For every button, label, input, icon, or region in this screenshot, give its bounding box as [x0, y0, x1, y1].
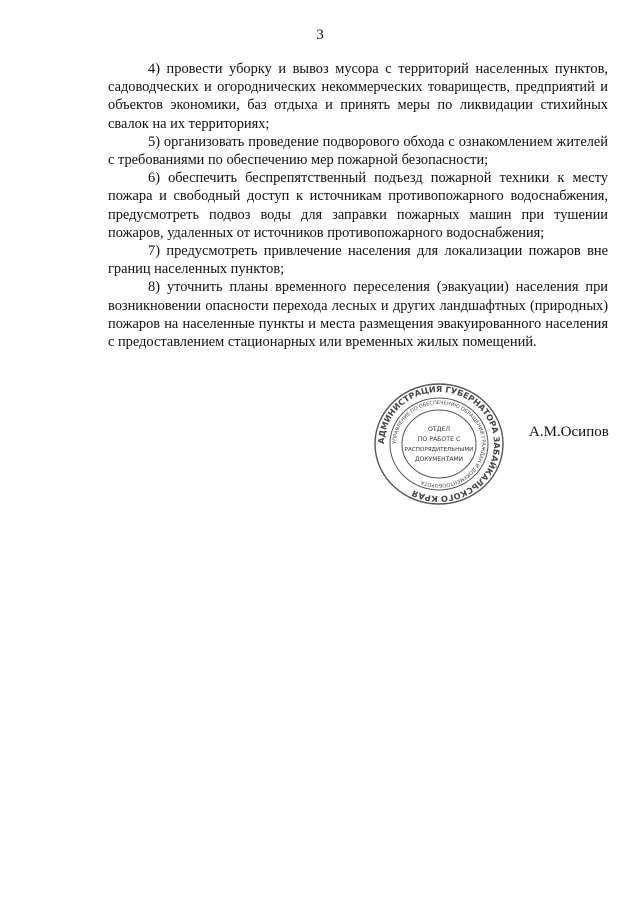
stamp-inner-ring-text: УПРАВЛЕНИЕ ПО ОБЕСПЕЧЕНИЮ ОБРАЩЕНИЙ ГРАЖДАН И ДОКУМЕНТООБОРОТА: [391, 399, 487, 489]
paragraph-item-4: 4) провести уборку и вывоз мусора с территорий населенных пунктов, садоводческих и огороднических некоммерческих товариществ, предприятий и объектов экономики, баз отдыха и принять меры по ликвидации стихийных свалок на их территориях;: [108, 61, 608, 132]
paragraph-item-7: 7) предусмотреть привлечение населения для локализации пожаров вне границ населенных пунктов;: [108, 243, 608, 278]
document-body: [108, 60, 608, 351]
stamp-center-line-1: ОТДЕЛ: [427, 426, 451, 433]
stamp-seal-icon: [371, 381, 507, 507]
stamp-outer-text: АДМИНИСТРАЦИЯ ГУБЕРНАТОРА ЗАБАЙКАЛЬСКОГО КРАЯ: [375, 383, 503, 505]
stamp-inner-circle: [402, 410, 476, 478]
paragraph-item-8: 8) уточнить планы временного переселения (эвакуации) населения при возникновении опасности перехода лесных и других ландшафтных (природных) пожаров на населенные пункты и места размещения эвакуированного населения с предоставлением стационарных или временных жилых помещений.: [108, 279, 608, 351]
stamp-center-line-3: РАСПОРЯДИТЕЛЬНЫМИ: [404, 447, 474, 453]
paragraph-item-5: 5) организовать проведение подворового обхода с ознакомлением жителей с требованиями по обеспечению мер пожарной безопасности;: [108, 133, 608, 169]
stamp-mid-circle: [390, 398, 488, 490]
signature-name: А.М.Осипов: [529, 424, 609, 440]
official-stamp: [371, 381, 507, 507]
page-number: 3: [316, 27, 324, 43]
stamp-center-line-2: ПО РАБОТЕ С: [417, 436, 461, 443]
stamp-center-line-4: ДОКУМЕНТАМИ: [414, 456, 464, 463]
paragraph-item-6: 6) обеспечить беспрепятственный подъезд пожарной техники к месту пожара и свободный доступ к источникам противопожарного водоснабжения, предусмотреть подвоз воды для заправки пожарных машин при тушении пожаров, удаленных от источников противопожарного водоснабжения;: [108, 170, 608, 241]
